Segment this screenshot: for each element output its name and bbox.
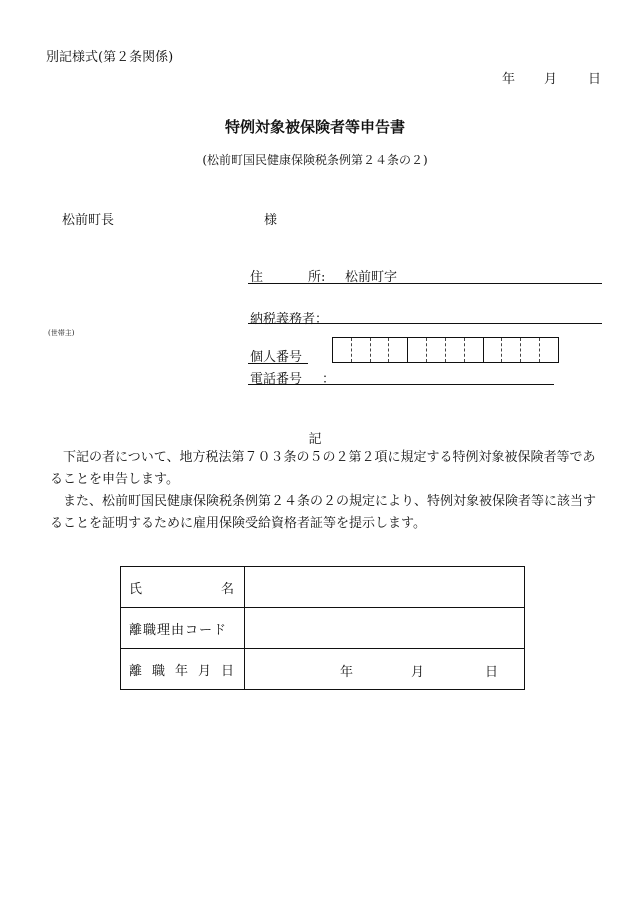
reason-input-cell[interactable] [245,608,525,649]
declaration-text [50,447,602,535]
date-day-unit: 日 [485,665,499,680]
date-label-char: 月 [197,663,211,679]
document-subtitle: (松前町国民健康保険税条例第２４条の２) [202,153,428,167]
address-field[interactable] [248,283,602,284]
address-label-2: 所: [308,270,326,285]
mynumber-digit-cell[interactable] [540,338,558,362]
name-label-1: 氏 [129,581,143,597]
ki-heading: 記 [308,432,322,447]
mynumber-digit-cell[interactable] [446,338,465,362]
table-row-reason [121,608,525,649]
date-day-label: 日 [588,72,602,87]
mynumber-digit-cell[interactable] [408,338,427,362]
date-label-char: 年 [174,663,188,679]
mynumber-digit-cell[interactable] [352,338,371,362]
mynumber-digit-cell[interactable] [502,338,521,362]
declaration-paragraph-2: また、松前町国民健康保険税条例第２４条の２の規定により、特例対象被保険者等に該当することを証明するために雇用保険受給資格者証等を提示します。 [50,494,597,531]
taxpayer-label: 納税義務者： [250,312,329,327]
name-input-cell[interactable] [245,567,525,608]
address-label-1: 住 [250,270,264,285]
phone-field[interactable] [248,384,554,385]
table-row-date [121,649,525,690]
mynumber-label: 個人番号 [250,350,303,365]
mynumber-digit-cell[interactable] [389,338,408,362]
reason-label: 離職理由コード [129,622,228,638]
mynumber-digit-cell[interactable] [484,338,503,362]
date-input-cell[interactable] [245,649,525,690]
taxpayer-field[interactable] [248,323,602,324]
date-label-char: 日 [220,663,234,679]
phone-label: 電話番号 [250,372,303,387]
date-month-unit: 月 [411,665,425,680]
mynumber-digit-cell[interactable] [465,338,484,362]
date-month-label: 月 [544,72,558,87]
name-label-2: 名 [220,581,234,597]
mynumber-field[interactable] [332,337,559,363]
mynumber-digit-cell[interactable] [371,338,390,362]
name-label-cell [121,567,245,608]
addressee-honorific: 様 [264,213,278,228]
addressee-name: 松前町長 [62,213,115,228]
reason-label-cell [121,608,245,649]
form-reference: 別記様式(第２条関係) [46,50,174,65]
date-label-cell [121,649,245,690]
declaration-paragraph-1: 下記の者について、地方税法第７０３条の５の２第２項に規定する特例対象被保険者等であることを申告します。 [50,450,596,487]
date-year-unit: 年 [340,665,354,680]
date-label-char: 職 [151,663,165,679]
household-note: (世帯主) [48,329,75,337]
table-row-name [121,567,525,608]
date-year-label: 年 [502,72,516,87]
date-label-char: 離 [129,663,143,679]
mynumber-label-underline [248,363,308,364]
mynumber-digit-cell[interactable] [521,338,540,362]
phone-colon: ： [322,372,336,387]
document-title: 特例対象被保険者等申告書 [224,118,405,136]
insured-info-table [120,566,525,690]
mynumber-digit-cell[interactable] [427,338,446,362]
address-value: 松前町字 [345,270,398,285]
mynumber-digit-cell[interactable] [333,338,352,362]
